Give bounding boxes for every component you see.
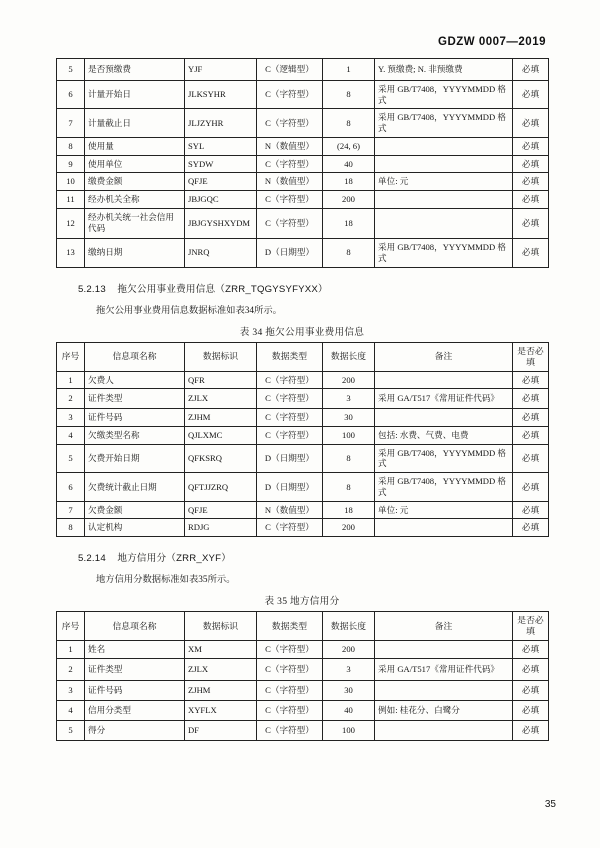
cell-no: 8	[57, 519, 85, 537]
cell-len: 3	[323, 659, 375, 681]
cell-no: 7	[57, 501, 85, 519]
page-number: 35	[544, 799, 556, 810]
table-row	[57, 701, 549, 721]
cell-code: XM	[185, 641, 257, 659]
table-row	[57, 473, 549, 501]
table-row	[57, 173, 549, 191]
col-header-name: 信息项名称	[85, 612, 185, 641]
cell-type: N（数值型）	[257, 137, 323, 155]
cell-name: 缴费金额	[85, 173, 185, 191]
table-row	[57, 59, 549, 81]
cell-req: 必填	[513, 519, 549, 537]
cell-code: YJF	[185, 59, 257, 81]
cell-code: SYDW	[185, 155, 257, 173]
cell-type: C（字符型）	[257, 519, 323, 537]
cell-req: 必填	[513, 371, 549, 389]
cell-code: SYL	[185, 137, 257, 155]
table-row	[57, 137, 549, 155]
cell-note	[375, 155, 513, 173]
cell-len: 3	[323, 389, 375, 409]
cell-type: C（字符型）	[257, 409, 323, 427]
cell-code: JBJGYSHXYDM	[185, 208, 257, 238]
cell-len: (24, 6)	[323, 137, 375, 155]
cell-req: 必填	[513, 426, 549, 444]
cell-note: 单位: 元	[375, 173, 513, 191]
cell-no: 4	[57, 426, 85, 444]
cell-note: Y. 预缴费; N. 非预缴费	[375, 59, 513, 81]
cell-type: C（字符型）	[257, 371, 323, 389]
table-row	[57, 409, 549, 427]
cell-note	[375, 721, 513, 741]
cell-name: 欠缴类型名称	[85, 426, 185, 444]
section-title: 拖欠公用事业费用信息（ZRR_TQGYSYFYXX）	[117, 283, 328, 295]
cell-len: 100	[323, 426, 375, 444]
table-35-caption: 表 35 地方信用分	[264, 596, 340, 608]
section-paragraph-2: 地方信用分数据标准如表35所示。	[96, 575, 236, 586]
cell-no: 5	[57, 59, 85, 81]
cell-no: 9	[57, 155, 85, 173]
cell-req: 必填	[513, 659, 549, 681]
cell-name: 证件类型	[85, 389, 185, 409]
section-paragraph-1: 拖欠公用事业费用信息数据标准如表34所示。	[96, 305, 282, 316]
cell-type: C（字符型）	[257, 191, 323, 209]
table-row	[57, 191, 549, 209]
cell-no: 8	[57, 137, 85, 155]
cell-note: 单位: 元	[375, 501, 513, 519]
table-row	[57, 81, 549, 109]
col-header-no: 序号	[57, 612, 85, 641]
cell-len: 8	[323, 109, 375, 137]
section-title: 地方信用分（ZRR_XYF）	[117, 553, 232, 565]
cell-name: 是否预缴费	[85, 59, 185, 81]
cell-req: 必填	[513, 155, 549, 173]
cell-no: 11	[57, 191, 85, 209]
cell-type: C（字符型）	[257, 155, 323, 173]
cell-req: 必填	[513, 173, 549, 191]
cell-no: 12	[57, 208, 85, 238]
table-35	[56, 611, 549, 741]
cell-note	[375, 371, 513, 389]
cell-type: C（字符型）	[257, 109, 323, 137]
cell-code: QJLXMC	[185, 426, 257, 444]
cell-req: 必填	[513, 81, 549, 109]
cell-no: 13	[57, 239, 85, 267]
cell-len: 100	[323, 721, 375, 741]
cell-note: 采用 GA/T517《常用证件代码》	[375, 659, 513, 681]
table-35-body	[57, 641, 549, 741]
cell-req: 必填	[513, 473, 549, 501]
col-header-len: 数据长度	[323, 612, 375, 641]
section-heading-1	[56, 281, 548, 295]
cell-code: JLKSYHR	[185, 81, 257, 109]
cell-note: 采用 GB/T7408，YYYYMMDD 格式	[375, 444, 513, 472]
table-34-body	[57, 371, 549, 537]
cell-len: 200	[323, 641, 375, 659]
table-row	[57, 681, 549, 701]
cell-no: 2	[57, 659, 85, 681]
cell-name: 经办机关全称	[85, 191, 185, 209]
col-header-req: 是否必填	[513, 612, 549, 641]
cell-no: 5	[57, 444, 85, 472]
cell-req: 必填	[513, 409, 549, 427]
document-header: GDZW 0007—2019	[438, 36, 546, 48]
cell-name: 经办机关统一社会信用代码	[85, 208, 185, 238]
section-number: 5.2.14	[78, 553, 106, 565]
cell-note: 例如: 桂花分、白鹭分	[375, 701, 513, 721]
table-header-row	[57, 342, 549, 371]
cell-code: QFJE	[185, 501, 257, 519]
cell-type: C（字符型）	[257, 659, 323, 681]
table-header-row	[57, 612, 549, 641]
cell-no: 4	[57, 701, 85, 721]
cell-type: D（日期型）	[257, 444, 323, 472]
cell-len: 200	[323, 191, 375, 209]
cell-note: 包括: 水费、气费、电费	[375, 426, 513, 444]
cell-len: 8	[323, 473, 375, 501]
cell-no: 5	[57, 721, 85, 741]
cell-no: 6	[57, 473, 85, 501]
cell-no: 3	[57, 681, 85, 701]
col-header-note: 备注	[375, 612, 513, 641]
cell-name: 认定机构	[85, 519, 185, 537]
table-row	[57, 659, 549, 681]
cell-code: QFJE	[185, 173, 257, 191]
cell-code: JLJZYHR	[185, 109, 257, 137]
cell-note: 采用 GB/T7408，YYYYMMDD 格式	[375, 239, 513, 267]
cell-code: QFR	[185, 371, 257, 389]
cell-len: 18	[323, 501, 375, 519]
cell-type: C（字符型）	[257, 701, 323, 721]
cell-req: 必填	[513, 137, 549, 155]
cell-no: 7	[57, 109, 85, 137]
section-heading-2	[56, 550, 548, 564]
cell-name: 欠费金额	[85, 501, 185, 519]
cell-len: 1	[323, 59, 375, 81]
cell-note: 采用 GB/T7408，YYYYMMDD 格式	[375, 473, 513, 501]
col-header-code: 数据标识	[185, 342, 257, 371]
cell-len: 8	[323, 81, 375, 109]
table-row	[57, 208, 549, 238]
continued-table	[56, 58, 549, 268]
cell-note: 采用 GB/T7408，YYYYMMDD 格式	[375, 109, 513, 137]
col-header-name: 信息项名称	[85, 342, 185, 371]
cell-type: C（字符型）	[257, 426, 323, 444]
cell-note: 采用 GB/T7408，YYYYMMDD 格式	[375, 81, 513, 109]
table-row	[57, 641, 549, 659]
cell-type: C（逻辑型）	[257, 59, 323, 81]
cell-code: RDJG	[185, 519, 257, 537]
cell-name: 使用单位	[85, 155, 185, 173]
cell-req: 必填	[513, 681, 549, 701]
cell-len: 18	[323, 208, 375, 238]
cell-no: 1	[57, 371, 85, 389]
cell-name: 欠费统计截止日期	[85, 473, 185, 501]
cell-req: 必填	[513, 59, 549, 81]
cell-code: DF	[185, 721, 257, 741]
cell-len: 40	[323, 155, 375, 173]
page-content	[56, 36, 548, 741]
table-row	[57, 239, 549, 267]
cell-no: 1	[57, 641, 85, 659]
cell-req: 必填	[513, 208, 549, 238]
cell-name: 欠费人	[85, 371, 185, 389]
cell-code: QFKSRQ	[185, 444, 257, 472]
cell-len: 8	[323, 239, 375, 267]
table-row	[57, 371, 549, 389]
cell-code: QFTJJZRQ	[185, 473, 257, 501]
cell-code: ZJLX	[185, 389, 257, 409]
cell-len: 30	[323, 681, 375, 701]
cell-name: 证件号码	[85, 409, 185, 427]
cell-type: C（字符型）	[257, 208, 323, 238]
col-header-code: 数据标识	[185, 612, 257, 641]
cell-req: 必填	[513, 109, 549, 137]
cell-code: ZJLX	[185, 659, 257, 681]
cell-note: 采用 GA/T517《常用证件代码》	[375, 389, 513, 409]
table-34	[56, 342, 549, 538]
cell-name: 证件号码	[85, 681, 185, 701]
cell-len: 40	[323, 701, 375, 721]
cell-name: 计量截止日	[85, 109, 185, 137]
cell-req: 必填	[513, 444, 549, 472]
cell-note	[375, 191, 513, 209]
table-row	[57, 519, 549, 537]
table-34-caption: 表 34 拖欠公用事业费用信息	[239, 326, 365, 338]
cell-note	[375, 137, 513, 155]
table-row	[57, 155, 549, 173]
cell-no: 2	[57, 389, 85, 409]
cell-len: 30	[323, 409, 375, 427]
col-header-no: 序号	[57, 342, 85, 371]
cell-req: 必填	[513, 701, 549, 721]
table-row	[57, 721, 549, 741]
cell-code: JNRQ	[185, 239, 257, 267]
cell-type: N（数值型）	[257, 173, 323, 191]
cell-type: C（字符型）	[257, 721, 323, 741]
cell-name: 信用分类型	[85, 701, 185, 721]
cell-req: 必填	[513, 721, 549, 741]
cell-code: ZJHM	[185, 681, 257, 701]
cell-type: N（数值型）	[257, 501, 323, 519]
cell-note	[375, 409, 513, 427]
table-34-head	[57, 342, 549, 371]
table-row	[57, 444, 549, 472]
cell-req: 必填	[513, 389, 549, 409]
col-header-type: 数据类型	[257, 342, 323, 371]
continued-table-body	[57, 59, 549, 268]
table-35-head	[57, 612, 549, 641]
cell-type: C（字符型）	[257, 641, 323, 659]
cell-type: C（字符型）	[257, 389, 323, 409]
cell-name: 姓名	[85, 641, 185, 659]
cell-len: 18	[323, 173, 375, 191]
cell-req: 必填	[513, 641, 549, 659]
cell-note	[375, 641, 513, 659]
cell-code: ZJHM	[185, 409, 257, 427]
cell-req: 必填	[513, 501, 549, 519]
cell-len: 200	[323, 371, 375, 389]
cell-type: C（字符型）	[257, 81, 323, 109]
cell-no: 10	[57, 173, 85, 191]
cell-name: 计量开始日	[85, 81, 185, 109]
cell-code: JBJGQC	[185, 191, 257, 209]
col-header-type: 数据类型	[257, 612, 323, 641]
cell-note	[375, 519, 513, 537]
cell-len: 8	[323, 444, 375, 472]
cell-note	[375, 681, 513, 701]
cell-no: 3	[57, 409, 85, 427]
cell-name: 得分	[85, 721, 185, 741]
col-header-note: 备注	[375, 342, 513, 371]
cell-no: 6	[57, 81, 85, 109]
cell-name: 使用量	[85, 137, 185, 155]
cell-type: D（日期型）	[257, 473, 323, 501]
col-header-req: 是否必填	[513, 342, 549, 371]
table-row	[57, 389, 549, 409]
cell-name: 缴纳日期	[85, 239, 185, 267]
cell-name: 欠费开始日期	[85, 444, 185, 472]
cell-name: 证件类型	[85, 659, 185, 681]
table-row	[57, 426, 549, 444]
table-row	[57, 501, 549, 519]
cell-code: XYFLX	[185, 701, 257, 721]
section-number: 5.2.13	[78, 283, 106, 295]
cell-req: 必填	[513, 239, 549, 267]
cell-req: 必填	[513, 191, 549, 209]
table-row	[57, 109, 549, 137]
cell-len: 200	[323, 519, 375, 537]
cell-type: C（字符型）	[257, 681, 323, 701]
col-header-len: 数据长度	[323, 342, 375, 371]
cell-note	[375, 208, 513, 238]
cell-type: D（日期型）	[257, 239, 323, 267]
